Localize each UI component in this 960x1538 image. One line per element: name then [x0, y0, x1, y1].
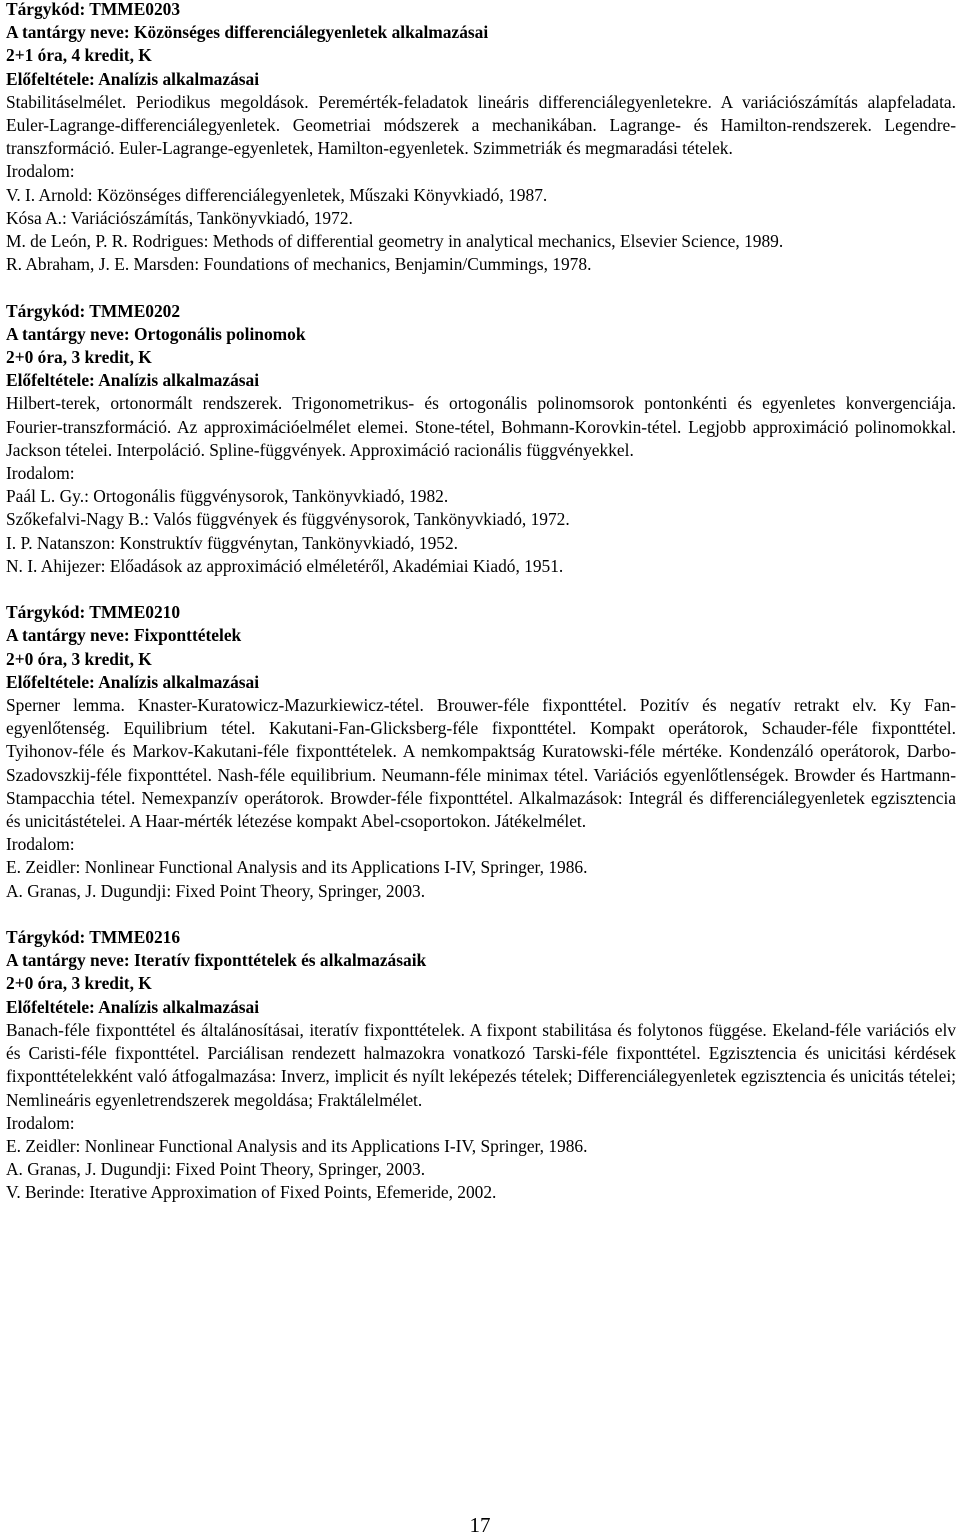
reference-item: V. Berinde: Iterative Approximation of Fixed Points, Efemeride, 2002.: [6, 1182, 497, 1203]
course-tmme0203: [6, 0, 956, 276]
course-name: A tantárgy neve: Fixponttételek: [6, 625, 242, 646]
reference-item: M. de León, P. R. Rodrigues: Methods of differential geometry in analytical mechanics, Elsevier Science, 1989.: [6, 231, 784, 252]
reference-item: I. P. Natanszon: Konstruktív függvénytan, Tankönyvkiadó, 1952.: [6, 532, 459, 553]
reference-item: Paál L. Gy.: Ortogonális függvénysorok, Tankönyvkiadó, 1982.: [6, 486, 449, 507]
course-prerequisite: Előfeltétele: Analízis alkalmazásai: [6, 68, 260, 89]
page-number: 17: [469, 1513, 491, 1537]
course-tmme0210: [6, 601, 956, 903]
course-name: A tantárgy neve: Közönséges differenciálegyenletek alkalmazásai: [6, 22, 489, 43]
course-description: Stabilitáselmélet. Periodikus megoldások. Peremérték-feladatok lineáris differenciálegyenletekre. A variációszámítás alapfeladata. Euler-Lagrange-differenciálegyenletek. Geometriai módszerek a mechanikában. Lagrange- és Hamilton-rendszerek. Legendre-transzformáció. Euler-Lagrange-egyenletek, Hamilton-egyenletek. Szimmetriák és megmaradási tételek.: [6, 91, 956, 159]
course-name: A tantárgy neve: Iteratív fixponttételek és alkalmazásaik: [6, 950, 427, 971]
course-name: A tantárgy neve: Ortogonális polinomok: [6, 323, 306, 344]
literature-label: Irodalom:: [6, 834, 75, 855]
course-prerequisite: Előfeltétele: Analízis alkalmazásai: [6, 996, 260, 1017]
course-prerequisite: Előfeltétele: Analízis alkalmazásai: [6, 370, 260, 391]
course-hours: 2+0 óra, 3 kredit, K: [6, 973, 152, 994]
course-description: Hilbert-terek, ortonormált rendszerek. Trigonometrikus- és ortogonális polinomsorok pontonkénti és egyenletes konvergenciája. Fourier-transzformáció. Az approximációelmélet elemei. Stone-tétel, Bohmann-Korovkin-tétel. Legjobb approximáció polinomokkal. Jackson tételei. Interpoláció. Spline-függvények. Approximáció racionális függvényekkel.: [6, 393, 956, 460]
reference-item: V. I. Arnold: Közönséges differenciálegyenletek, Műszaki Könyvkiadó, 1987.: [6, 184, 548, 205]
course-code: Tárgykód: TMME0202: [6, 300, 181, 321]
course-hours: 2+0 óra, 3 kredit, K: [6, 347, 152, 368]
course-code: Tárgykód: TMME0210: [6, 602, 181, 623]
course-tmme0202: [6, 300, 956, 578]
course-description: Sperner lemma. Knaster-Kuratowicz-Mazurkiewicz-tétel. Brouwer-féle fixponttétel. Pozitív és negatív retrakt elv. Ky Fan-egyenlőtenség. Equilibrium tétel. Kakutani-Fan-Glicksberg-féle fixponttétel. Kompakt operátorok, Schauder-féle fixponttétel. Tyihonov-féle és Markov-Kakutani-féle fixponttételek. A nemkompaktság Kuratowski-féle mértéke. Kondenzáló operátorok, Darbo-Szadovszkij-féle fixponttétel. Nash-féle equilibrium. Neumann-féle minimax tétel. Variációs egyenlőtlenségek. Browder és Hartmann-Stampacchia tétel. Nemexpanzív operátorok. Browder-féle fixponttétel. Alkalmazások: Integrál és differenciálegyenletek egzisztencia és unicitástételei. A Haar-mérték létezése kompakt Abel-csoportokon. Játékelmélet.: [6, 695, 956, 832]
reference-item: E. Zeidler: Nonlinear Functional Analysis and its Applications I-IV, Springer, 1986.: [6, 857, 588, 878]
course-tmme0216: [6, 926, 956, 1204]
reference-item: A. Granas, J. Dugundji: Fixed Point Theory, Springer, 2003.: [6, 880, 426, 901]
course-prerequisite: Előfeltétele: Analízis alkalmazásai: [6, 671, 260, 692]
reference-item: Kósa A.: Variációszámítás, Tankönyvkiadó, 1972.: [6, 207, 353, 228]
reference-item: Szőkefalvi-Nagy B.: Valós függvények és függvénysorok, Tankönyvkiadó, 1972.: [6, 509, 570, 530]
reference-item: N. I. Ahijezer: Előadások az approximáció elméletéről, Akadémiai Kiadó, 1951.: [6, 555, 564, 576]
document-page: [6, 0, 956, 1205]
literature-label: Irodalom:: [6, 463, 75, 484]
literature-label: Irodalom:: [6, 161, 75, 182]
reference-item: A. Granas, J. Dugundji: Fixed Point Theory, Springer, 2003.: [6, 1159, 426, 1180]
course-code: Tárgykód: TMME0203: [6, 0, 181, 19]
course-hours: 2+0 óra, 3 kredit, K: [6, 648, 152, 669]
reference-item: E. Zeidler: Nonlinear Functional Analysis and its Applications I-IV, Springer, 1986.: [6, 1135, 588, 1156]
course-code: Tárgykód: TMME0216: [6, 927, 181, 948]
literature-label: Irodalom:: [6, 1112, 75, 1133]
reference-item: R. Abraham, J. E. Marsden: Foundations of mechanics, Benjamin/Cummings, 1978.: [6, 254, 592, 275]
course-description: Banach-féle fixponttétel és általánosításai, iteratív fixponttételek. A fixpont stabilitása és folytonos függése. Ekeland-féle variációs elv és Caristi-féle fixponttétel. Parciálisan rendezett halmazokra vonatkozó Tarski-féle fixponttétel. Egzisztencia és unicitási kérdések fixponttételekként való átfogalmazása: Inverz, implicit és nyílt leképezés tételek; Differenciálegyenletek egzisztencia és unicitás tételei; Nemlineáris egyenletrendszerek megoldása; Fraktálelmélet.: [6, 1019, 956, 1110]
course-hours: 2+1 óra, 4 kredit, K: [6, 45, 152, 66]
